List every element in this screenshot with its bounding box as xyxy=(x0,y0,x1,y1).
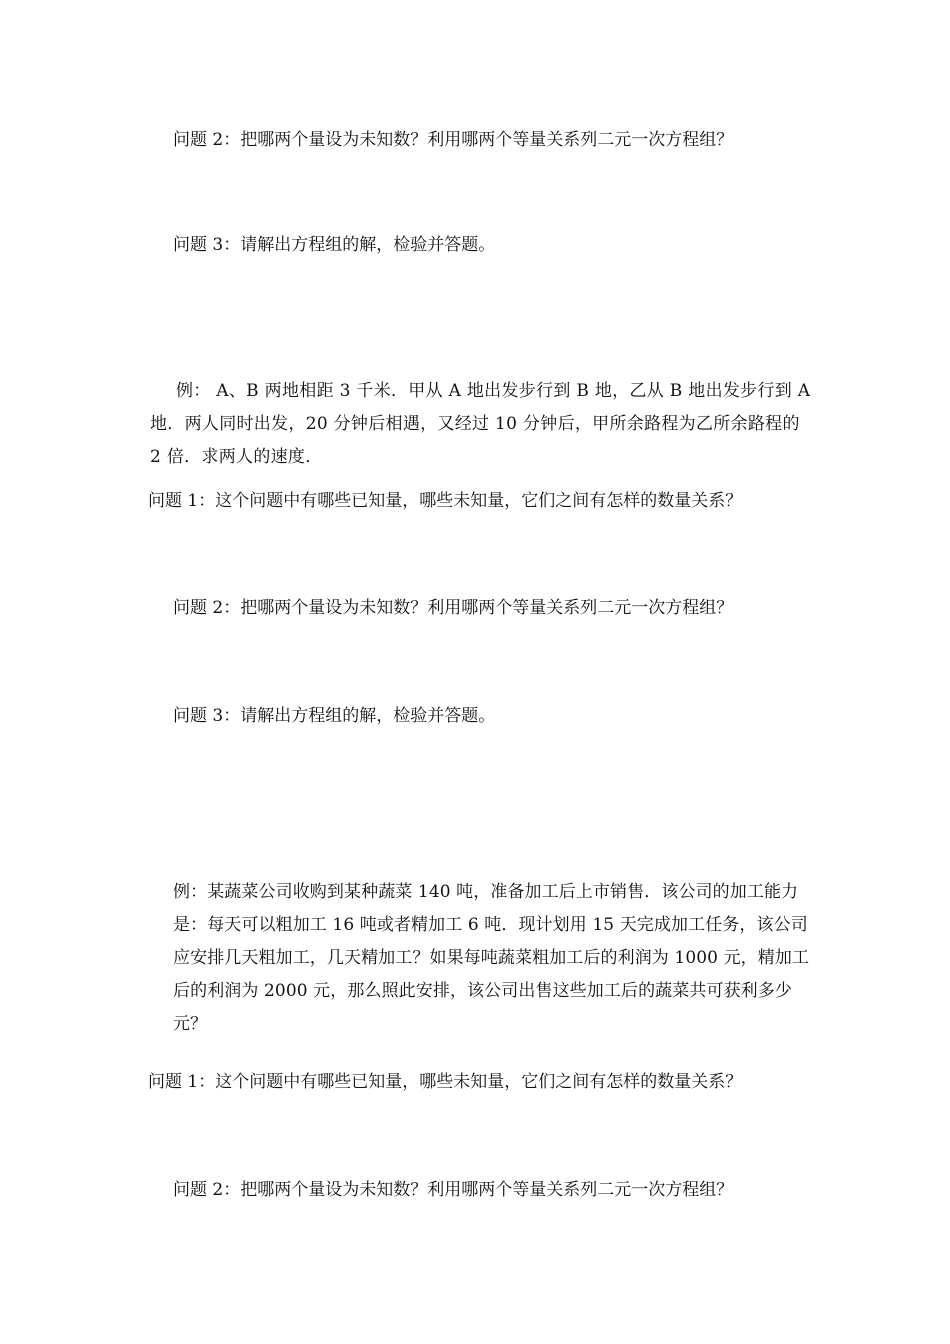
example-problem-vegetables: 例：某蔬菜公司收购到某种蔬菜 140 吨，准备加工后上市销售．该公司的加工能力是：每天可以粗加工 16 吨或者精加工 6 吨．现计划用 15 天完成加工任务，该公司应安排几天粗加工，几天精加工？如果每吨蔬菜粗加工后的利润为 1000 元，精加工后的利润为 2000 元，那么照此安排，该公司出售这些加工后的蔬菜共可获利多少元？ xyxy=(173,882,810,1034)
question-3-text: 问题 3：请解出方程组的解，检验并答题。 xyxy=(173,706,496,726)
question-1-text: 问题 1：这个问题中有哪些已知量，哪些未知量，它们之间有怎样的数量关系？ xyxy=(148,1072,743,1092)
question-2-text: 问题 2：把哪两个量设为未知数？利用哪两个等量关系列二元一次方程组？ xyxy=(173,1180,734,1200)
question-1-text: 问题 1：这个问题中有哪些已知量，哪些未知量，它们之间有怎样的数量关系？ xyxy=(148,491,743,511)
question-2-text: 问题 2：把哪两个量设为未知数？利用哪两个等量关系列二元一次方程组？ xyxy=(173,598,734,618)
question-1-paragraph xyxy=(148,485,813,518)
question-3-text: 问题 3：请解出方程组的解，检验并答题。 xyxy=(173,235,496,255)
example-problem-distance: 例： A、B 两地相距 3 千米．甲从 A 地出发步行到 B 地，乙从 B 地出发步行到 A 地．两人同时出发，20 分钟后相遇，又经过 10 分钟后，甲所余路程为乙所余路程的 2 倍．求两人的速度． xyxy=(150,381,811,467)
question-2-text: 问题 2：把哪两个量设为未知数？利用哪两个等量关系列二元一次方程组？ xyxy=(173,130,734,150)
question-1-paragraph xyxy=(148,1066,813,1099)
